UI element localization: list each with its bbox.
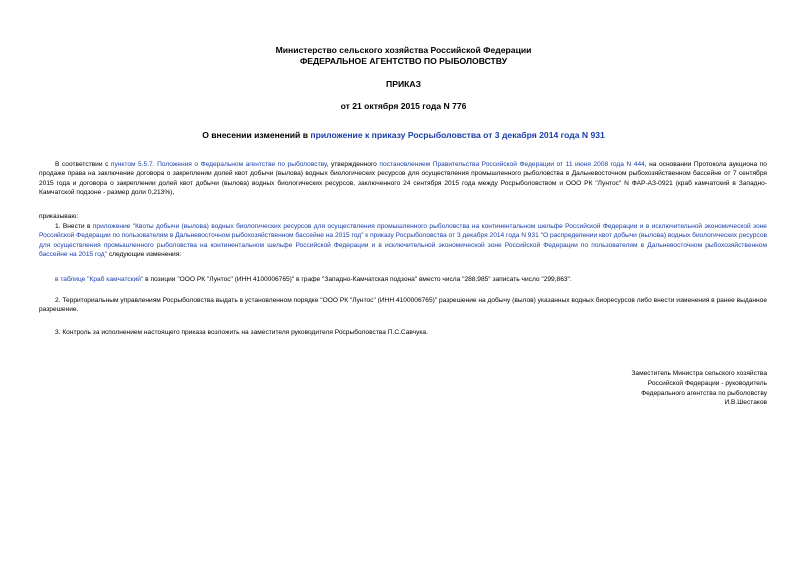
item1-text-1: 1. Внести в xyxy=(55,223,93,230)
appendix-link[interactable]: приложение "Квоты добычи (вылова) водных биологических ресурсов для осуществления промышленного рыболовства на континентальном шельфе Российской Федерации и в исключительной экономической зоне Российской Федерации по пользователям в Дальневосточном рыбохозяйственном бассейне на 2015 год" к приказу Росрыболовства от 3 декабря 2014 года N 931 "О распределении квот добычи (вылова) водных биологических ресурсов для осуществления промышленного рыболовства на континентальном шельфе Российской Федерации и в исключительной экономической зоне Российской Федерации по пользователям в Дальневосточном рыбохозяйственном бассейне на 2015 год" xyxy=(39,223,767,259)
item-3 xyxy=(39,328,767,337)
signature-block xyxy=(567,369,767,408)
item3-text: 3. Контроль за исполнением настоящего приказа возложить на заместителя руководителя Росрыболовства П.С.Савчука. xyxy=(55,329,428,336)
subject-link[interactable]: приложение к приказу Росрыболовства от 3 декабря 2014 года N 931 xyxy=(310,130,605,140)
signature-line-1: Заместитель Министра сельского хозяйства xyxy=(631,370,767,377)
change-entry xyxy=(39,275,767,284)
order-word xyxy=(39,212,767,221)
crab-table-link[interactable]: в таблице "Краб камчатский" xyxy=(55,276,144,283)
ministry-title: Министерство сельского хозяйства Российской Федерации xyxy=(275,45,532,55)
preamble-text-1: В соответствии с xyxy=(55,161,111,168)
agency-title: ФЕДЕРАЛЬНОЕ АГЕНТСТВО ПО РЫБОЛОВСТВУ xyxy=(299,56,508,66)
item1-text-2: следующие изменения: xyxy=(107,251,182,259)
order-word-text: приказываю: xyxy=(39,213,79,220)
change-text: в позиции "ООО РК "Лунтос" (ИНН 4100006765)" в графе "Западно-Камчатская подзона" вместо числа "288,985" записать число "299,863". xyxy=(143,276,572,283)
government-decree-link[interactable]: постановлением Правительства Российской Федерации от 11 июня 2008 года N 444 xyxy=(379,161,645,168)
signature-name: И.В.Шестаков xyxy=(724,399,767,407)
doc-date-number: от 21 октября 2015 года N 776 xyxy=(340,101,467,111)
item2-text: 2. Территориальным управлениям Росрыболовства выдать в установленном порядке "ООО РК "Лунтос" (ИНН 4100006765)" разрешение на добычу (вылов) указанных водных биоресурсов либо внести изменения в ранее выданное разрешение. xyxy=(39,297,768,314)
regulation-link[interactable]: пунктом 5.5.7. Положения о Федеральном агентстве по рыболовству xyxy=(110,161,327,168)
signature-line-2: Российской Федерации - руководитель xyxy=(647,379,767,387)
preamble-text-3: , на основании Протокола аукциона по продаже права на заключение договора о закреплении долей квот добычи (вылова) водных биологических ресурсов для осуществления промышленного рыболовства в Дальневосточном рыбохозяйственном бассейне от 7 сентября 2015 года и договора о закреплении долей квот добычи (вылова) водных биологических ресурсов, заключенного 24 сентября 2015 года между Росрыболовством и ООО РК "Лунтос" N ФАР-АЗ-0921 (краб камчатский в Западно-Камчатской подзоне - размер доли 0,213%), xyxy=(39,161,767,197)
item-1 xyxy=(39,222,767,260)
doc-type: ПРИКАЗ xyxy=(386,79,421,89)
preamble-text-2: , утвержденного xyxy=(326,161,380,168)
preamble xyxy=(39,160,767,198)
doc-subject xyxy=(0,130,807,141)
item-2 xyxy=(39,296,767,315)
signature-line-3: Федерального агентства по рыболовству xyxy=(641,389,767,397)
subject-prefix: О внесении изменений в xyxy=(202,130,311,140)
